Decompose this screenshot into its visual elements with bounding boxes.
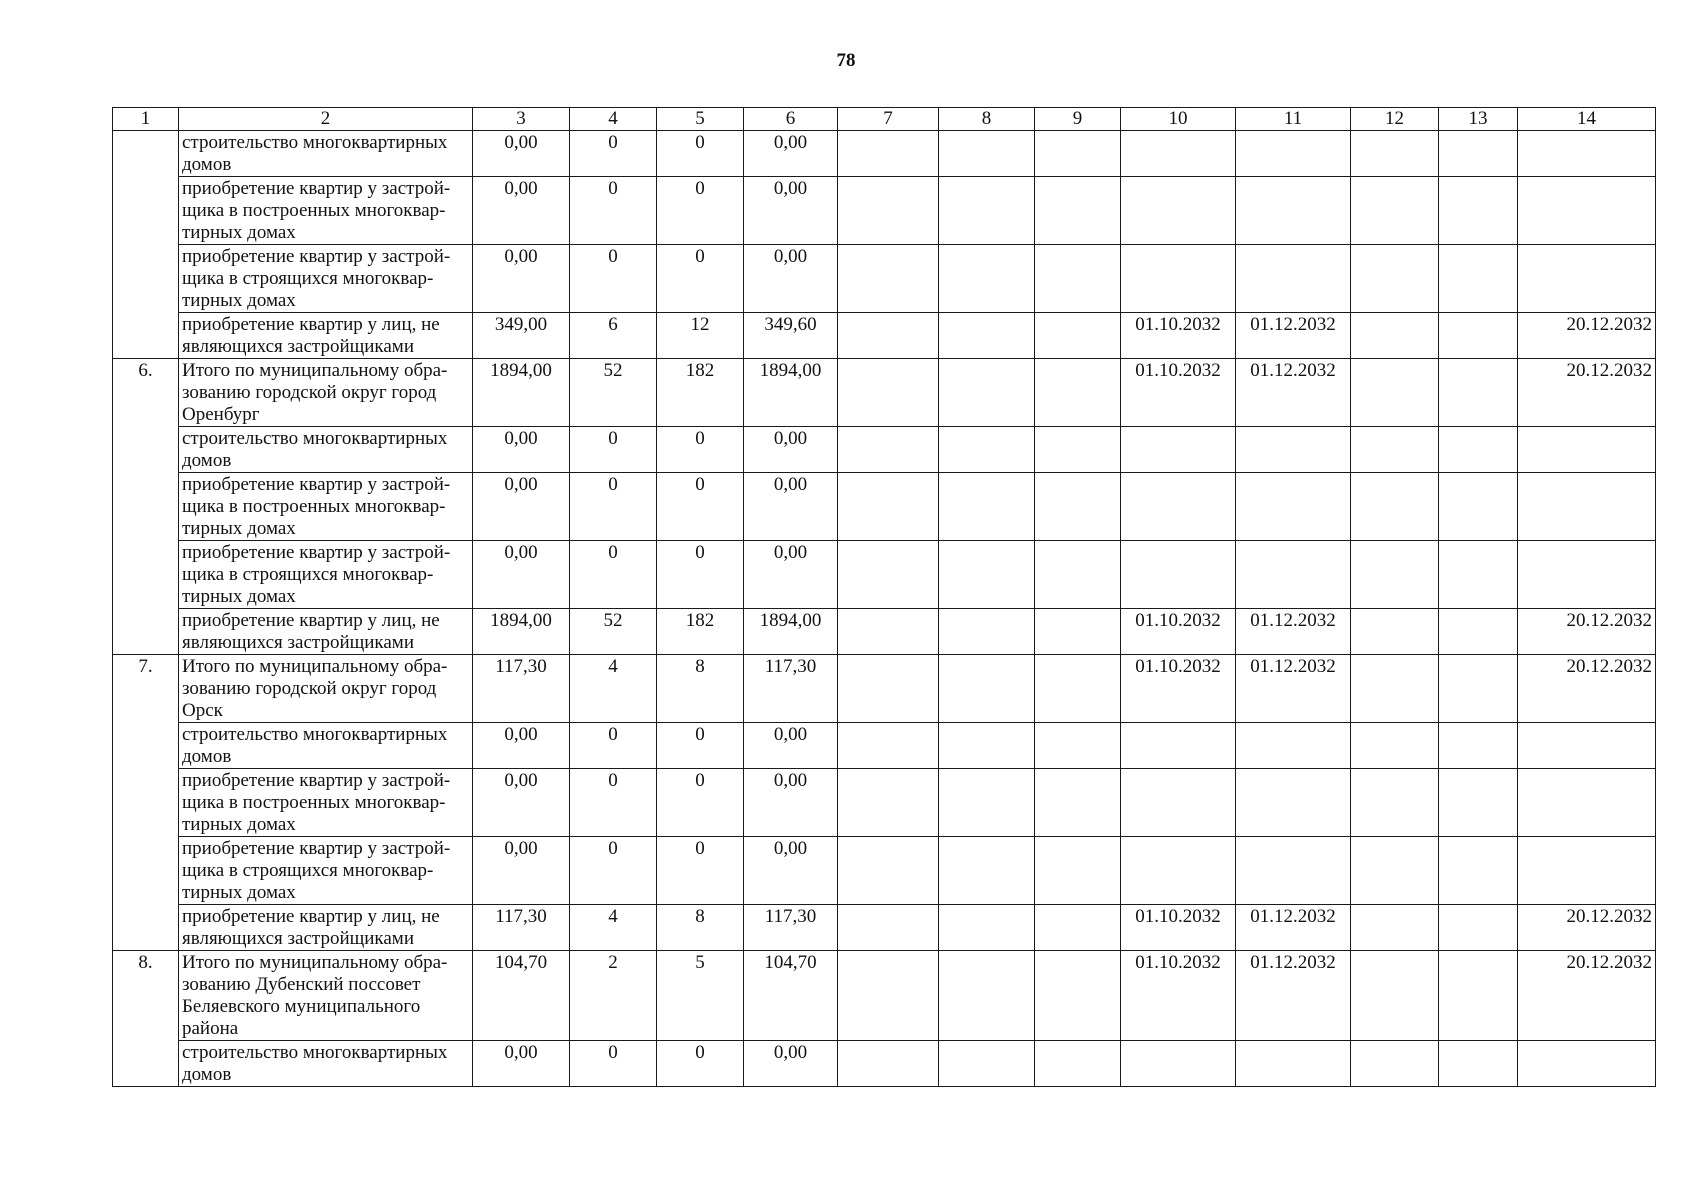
column-number-7: 7 xyxy=(838,108,939,131)
date-col11-cell xyxy=(1236,177,1351,245)
empty-col12-cell xyxy=(1351,541,1439,609)
value-col5-cell: 0 xyxy=(657,837,744,905)
value-col4-cell: 0 xyxy=(570,541,657,609)
empty-col9-cell xyxy=(1035,131,1121,177)
empty-col13-cell xyxy=(1439,1041,1518,1087)
value-col5-cell: 0 xyxy=(657,427,744,473)
empty-col8-cell xyxy=(939,951,1035,1041)
date-col14-cell xyxy=(1518,723,1656,769)
date-col10-cell: 01.10.2032 xyxy=(1121,609,1236,655)
value-col5-cell: 8 xyxy=(657,655,744,723)
empty-col13-cell xyxy=(1439,359,1518,427)
value-col3-cell: 117,30 xyxy=(473,905,570,951)
date-col10-cell xyxy=(1121,131,1236,177)
empty-col7-cell xyxy=(838,905,939,951)
item-name-cell: приобретение квартир у застрой-щика в построенных многоквар-тирных домах xyxy=(179,177,473,245)
value-col4-cell: 0 xyxy=(570,131,657,177)
empty-col7-cell xyxy=(838,723,939,769)
column-number-10: 10 xyxy=(1121,108,1236,131)
value-col3-cell: 0,00 xyxy=(473,131,570,177)
column-number-4: 4 xyxy=(570,108,657,131)
date-col14-cell xyxy=(1518,541,1656,609)
value-col3-cell: 0,00 xyxy=(473,245,570,313)
empty-col9-cell xyxy=(1035,245,1121,313)
column-number-6: 6 xyxy=(744,108,838,131)
empty-col13-cell xyxy=(1439,177,1518,245)
table-row xyxy=(113,655,1656,723)
date-col11-cell xyxy=(1236,473,1351,541)
empty-col12-cell xyxy=(1351,723,1439,769)
value-col3-cell: 0,00 xyxy=(473,837,570,905)
item-name-cell: Итого по муниципальному обра-зованию городской округ город Орск xyxy=(179,655,473,723)
item-name-cell: приобретение квартир у лиц, не являющихся застройщиками xyxy=(179,609,473,655)
value-col6-cell: 104,70 xyxy=(744,951,838,1041)
value-col5-cell: 0 xyxy=(657,723,744,769)
column-number-5: 5 xyxy=(657,108,744,131)
column-number-9: 9 xyxy=(1035,108,1121,131)
table-row xyxy=(113,1041,1656,1087)
value-col3-cell: 0,00 xyxy=(473,1041,570,1087)
empty-col7-cell xyxy=(838,951,939,1041)
value-col6-cell: 0,00 xyxy=(744,245,838,313)
item-name-cell: приобретение квартир у застрой-щика в строящихся многоквар-тирных домах xyxy=(179,541,473,609)
empty-col13-cell xyxy=(1439,609,1518,655)
value-col4-cell: 0 xyxy=(570,723,657,769)
empty-col13-cell xyxy=(1439,905,1518,951)
empty-col7-cell xyxy=(838,245,939,313)
date-col11-cell xyxy=(1236,723,1351,769)
value-col5-cell: 0 xyxy=(657,131,744,177)
empty-col8-cell xyxy=(939,609,1035,655)
row-number xyxy=(113,131,179,359)
empty-col13-cell xyxy=(1439,769,1518,837)
date-col14-cell: 20.12.2032 xyxy=(1518,951,1656,1041)
item-name-cell: приобретение квартир у застрой-щика в построенных многоквар-тирных домах xyxy=(179,769,473,837)
date-col11-cell: 01.12.2032 xyxy=(1236,313,1351,359)
item-name-cell: строительство многоквартирных домов xyxy=(179,427,473,473)
empty-col13-cell xyxy=(1439,313,1518,359)
empty-col12-cell xyxy=(1351,131,1439,177)
empty-col9-cell xyxy=(1035,837,1121,905)
date-col14-cell: 20.12.2032 xyxy=(1518,655,1656,723)
date-col10-cell xyxy=(1121,1041,1236,1087)
empty-col9-cell xyxy=(1035,541,1121,609)
empty-col8-cell xyxy=(939,359,1035,427)
value-col6-cell: 0,00 xyxy=(744,769,838,837)
value-col4-cell: 2 xyxy=(570,951,657,1041)
table-row xyxy=(113,769,1656,837)
value-col4-cell: 0 xyxy=(570,245,657,313)
value-col5-cell: 0 xyxy=(657,177,744,245)
empty-col12-cell xyxy=(1351,655,1439,723)
table-row xyxy=(113,313,1656,359)
empty-col8-cell xyxy=(939,769,1035,837)
value-col6-cell: 1894,00 xyxy=(744,359,838,427)
empty-col12-cell xyxy=(1351,951,1439,1041)
date-col10-cell xyxy=(1121,723,1236,769)
empty-col7-cell xyxy=(838,1041,939,1087)
value-col5-cell: 182 xyxy=(657,609,744,655)
value-col5-cell: 0 xyxy=(657,769,744,837)
date-col10-cell: 01.10.2032 xyxy=(1121,655,1236,723)
value-col6-cell: 117,30 xyxy=(744,655,838,723)
empty-col8-cell xyxy=(939,837,1035,905)
date-col14-cell xyxy=(1518,177,1656,245)
table-row xyxy=(113,177,1656,245)
empty-col9-cell xyxy=(1035,951,1121,1041)
empty-col8-cell xyxy=(939,313,1035,359)
date-col10-cell xyxy=(1121,177,1236,245)
table-row xyxy=(113,541,1656,609)
value-col4-cell: 0 xyxy=(570,473,657,541)
date-col10-cell xyxy=(1121,473,1236,541)
empty-col12-cell xyxy=(1351,245,1439,313)
empty-col13-cell xyxy=(1439,655,1518,723)
date-col10-cell: 01.10.2032 xyxy=(1121,905,1236,951)
value-col5-cell: 8 xyxy=(657,905,744,951)
empty-col7-cell xyxy=(838,837,939,905)
date-col14-cell xyxy=(1518,427,1656,473)
table-row xyxy=(113,131,1656,177)
value-col3-cell: 117,30 xyxy=(473,655,570,723)
date-col10-cell: 01.10.2032 xyxy=(1121,951,1236,1041)
table-row xyxy=(113,245,1656,313)
empty-col9-cell xyxy=(1035,905,1121,951)
empty-col8-cell xyxy=(939,131,1035,177)
empty-col12-cell xyxy=(1351,473,1439,541)
empty-col7-cell xyxy=(838,541,939,609)
item-name-cell: строительство многоквартирных домов xyxy=(179,1041,473,1087)
date-col11-cell xyxy=(1236,541,1351,609)
date-col11-cell: 01.12.2032 xyxy=(1236,905,1351,951)
value-col4-cell: 52 xyxy=(570,359,657,427)
column-number-12: 12 xyxy=(1351,108,1439,131)
date-col10-cell xyxy=(1121,769,1236,837)
value-col3-cell: 104,70 xyxy=(473,951,570,1041)
empty-col9-cell xyxy=(1035,609,1121,655)
empty-col8-cell xyxy=(939,245,1035,313)
value-col4-cell: 0 xyxy=(570,427,657,473)
value-col6-cell: 0,00 xyxy=(744,473,838,541)
date-col10-cell: 01.10.2032 xyxy=(1121,313,1236,359)
date-col14-cell xyxy=(1518,769,1656,837)
row-number: 8. xyxy=(113,951,179,1087)
empty-col8-cell xyxy=(939,541,1035,609)
empty-col12-cell xyxy=(1351,769,1439,837)
column-number-13: 13 xyxy=(1439,108,1518,131)
item-name-cell: приобретение квартир у застрой-щика в строящихся многоквар-тирных домах xyxy=(179,837,473,905)
value-col6-cell: 0,00 xyxy=(744,1041,838,1087)
value-col4-cell: 0 xyxy=(570,837,657,905)
empty-col12-cell xyxy=(1351,837,1439,905)
value-col6-cell: 0,00 xyxy=(744,427,838,473)
item-name-cell: приобретение квартир у лиц, не являющихся застройщиками xyxy=(179,905,473,951)
value-col3-cell: 0,00 xyxy=(473,541,570,609)
row-number: 6. xyxy=(113,359,179,655)
column-number-row xyxy=(113,108,1656,131)
value-col5-cell: 0 xyxy=(657,245,744,313)
value-col5-cell: 5 xyxy=(657,951,744,1041)
empty-col7-cell xyxy=(838,313,939,359)
empty-col7-cell xyxy=(838,427,939,473)
value-col4-cell: 0 xyxy=(570,769,657,837)
table-row xyxy=(113,905,1656,951)
date-col14-cell xyxy=(1518,837,1656,905)
empty-col12-cell xyxy=(1351,905,1439,951)
date-col11-cell xyxy=(1236,131,1351,177)
date-col11-cell: 01.12.2032 xyxy=(1236,609,1351,655)
item-name-cell: Итого по муниципальному обра-зованию Дубенский поссовет Беляевского муниципального района xyxy=(179,951,473,1041)
value-col4-cell: 4 xyxy=(570,905,657,951)
date-col10-cell xyxy=(1121,541,1236,609)
empty-col13-cell xyxy=(1439,245,1518,313)
value-col6-cell: 117,30 xyxy=(744,905,838,951)
value-col3-cell: 0,00 xyxy=(473,427,570,473)
date-col11-cell: 01.12.2032 xyxy=(1236,951,1351,1041)
table-row xyxy=(113,359,1656,427)
empty-col12-cell xyxy=(1351,313,1439,359)
value-col4-cell: 52 xyxy=(570,609,657,655)
date-col14-cell xyxy=(1518,131,1656,177)
value-col6-cell: 0,00 xyxy=(744,723,838,769)
empty-col13-cell xyxy=(1439,473,1518,541)
empty-col9-cell xyxy=(1035,473,1121,541)
table-row xyxy=(113,837,1656,905)
date-col11-cell xyxy=(1236,769,1351,837)
column-number-2: 2 xyxy=(179,108,473,131)
empty-col9-cell xyxy=(1035,359,1121,427)
empty-col7-cell xyxy=(838,609,939,655)
item-name-cell: приобретение квартир у застрой-щика в построенных многоквар-тирных домах xyxy=(179,473,473,541)
date-col14-cell xyxy=(1518,473,1656,541)
row-number: 7. xyxy=(113,655,179,951)
date-col11-cell: 01.12.2032 xyxy=(1236,655,1351,723)
value-col5-cell: 0 xyxy=(657,473,744,541)
empty-col12-cell xyxy=(1351,427,1439,473)
empty-col13-cell xyxy=(1439,427,1518,473)
empty-col13-cell xyxy=(1439,131,1518,177)
table-row xyxy=(113,951,1656,1041)
empty-col13-cell xyxy=(1439,837,1518,905)
column-number-11: 11 xyxy=(1236,108,1351,131)
empty-col12-cell xyxy=(1351,177,1439,245)
value-col6-cell: 0,00 xyxy=(744,131,838,177)
empty-col9-cell xyxy=(1035,723,1121,769)
value-col3-cell: 0,00 xyxy=(473,177,570,245)
value-col6-cell: 349,60 xyxy=(744,313,838,359)
value-col3-cell: 0,00 xyxy=(473,769,570,837)
value-col3-cell: 349,00 xyxy=(473,313,570,359)
empty-col7-cell xyxy=(838,769,939,837)
date-col11-cell xyxy=(1236,837,1351,905)
empty-col9-cell xyxy=(1035,1041,1121,1087)
date-col14-cell: 20.12.2032 xyxy=(1518,905,1656,951)
empty-col8-cell xyxy=(939,1041,1035,1087)
table-row xyxy=(113,473,1656,541)
empty-col8-cell xyxy=(939,427,1035,473)
value-col6-cell: 0,00 xyxy=(744,177,838,245)
empty-col7-cell xyxy=(838,131,939,177)
date-col10-cell: 01.10.2032 xyxy=(1121,359,1236,427)
date-col10-cell xyxy=(1121,427,1236,473)
value-col5-cell: 12 xyxy=(657,313,744,359)
date-col11-cell xyxy=(1236,1041,1351,1087)
item-name-cell: приобретение квартир у лиц, не являющихся застройщиками xyxy=(179,313,473,359)
empty-col7-cell xyxy=(838,473,939,541)
date-col11-cell xyxy=(1236,427,1351,473)
date-col14-cell: 20.12.2032 xyxy=(1518,609,1656,655)
table-row xyxy=(113,427,1656,473)
date-col10-cell xyxy=(1121,837,1236,905)
value-col4-cell: 4 xyxy=(570,655,657,723)
empty-col8-cell xyxy=(939,905,1035,951)
value-col6-cell: 0,00 xyxy=(744,837,838,905)
date-col14-cell xyxy=(1518,1041,1656,1087)
page-number: 78 xyxy=(836,50,856,71)
date-col10-cell xyxy=(1121,245,1236,313)
empty-col8-cell xyxy=(939,473,1035,541)
empty-col9-cell xyxy=(1035,427,1121,473)
empty-col8-cell xyxy=(939,723,1035,769)
value-col4-cell: 6 xyxy=(570,313,657,359)
item-name-cell: строительство многоквартирных домов xyxy=(179,131,473,177)
empty-col8-cell xyxy=(939,655,1035,723)
empty-col13-cell xyxy=(1439,541,1518,609)
column-number-1: 1 xyxy=(113,108,179,131)
item-name-cell: Итого по муниципальному обра-зованию городской округ город Оренбург xyxy=(179,359,473,427)
value-col6-cell: 0,00 xyxy=(744,541,838,609)
empty-col12-cell xyxy=(1351,359,1439,427)
table-row xyxy=(113,609,1656,655)
empty-col7-cell xyxy=(838,359,939,427)
value-col4-cell: 0 xyxy=(570,177,657,245)
value-col3-cell: 1894,00 xyxy=(473,609,570,655)
table-row xyxy=(113,723,1656,769)
empty-col7-cell xyxy=(838,655,939,723)
empty-col9-cell xyxy=(1035,313,1121,359)
empty-col12-cell xyxy=(1351,609,1439,655)
value-col3-cell: 1894,00 xyxy=(473,359,570,427)
date-col14-cell: 20.12.2032 xyxy=(1518,359,1656,427)
date-col11-cell: 01.12.2032 xyxy=(1236,359,1351,427)
column-number-14: 14 xyxy=(1518,108,1656,131)
value-col3-cell: 0,00 xyxy=(473,723,570,769)
empty-col12-cell xyxy=(1351,1041,1439,1087)
column-number-3: 3 xyxy=(473,108,570,131)
empty-col13-cell xyxy=(1439,723,1518,769)
empty-col9-cell xyxy=(1035,177,1121,245)
date-col11-cell xyxy=(1236,245,1351,313)
empty-col8-cell xyxy=(939,177,1035,245)
item-name-cell: приобретение квартир у застрой-щика в строящихся многоквар-тирных домах xyxy=(179,245,473,313)
item-name-cell: строительство многоквартирных домов xyxy=(179,723,473,769)
value-col4-cell: 0 xyxy=(570,1041,657,1087)
value-col6-cell: 1894,00 xyxy=(744,609,838,655)
empty-col9-cell xyxy=(1035,655,1121,723)
empty-col9-cell xyxy=(1035,769,1121,837)
date-col14-cell: 20.12.2032 xyxy=(1518,313,1656,359)
empty-col7-cell xyxy=(838,177,939,245)
column-number-8: 8 xyxy=(939,108,1035,131)
value-col5-cell: 182 xyxy=(657,359,744,427)
value-col3-cell: 0,00 xyxy=(473,473,570,541)
value-col5-cell: 0 xyxy=(657,1041,744,1087)
value-col5-cell: 0 xyxy=(657,541,744,609)
date-col14-cell xyxy=(1518,245,1656,313)
program-table xyxy=(112,107,1656,1087)
empty-col13-cell xyxy=(1439,951,1518,1041)
